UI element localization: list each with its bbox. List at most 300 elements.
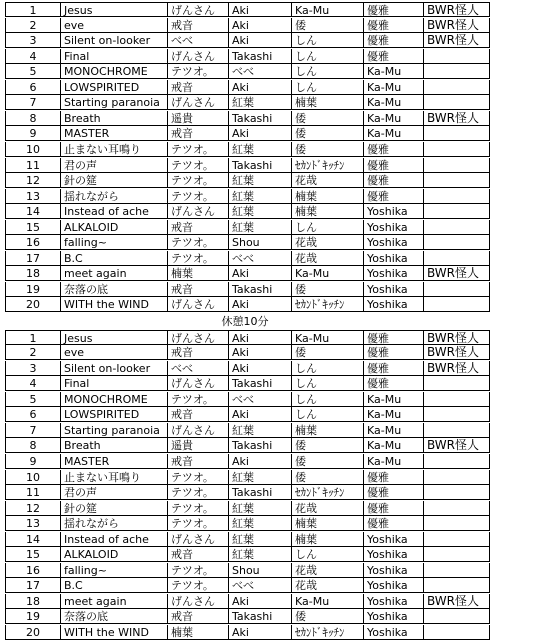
guitar-member-cell: 紅葉: [229, 532, 292, 547]
vocal-member-cell: 戒音: [168, 407, 229, 422]
bass-member-cell: 倭: [292, 438, 364, 453]
song-number-cell: 10: [5, 142, 61, 157]
guitar-member-cell: 紅葉: [229, 142, 292, 157]
song-title-cell: 君の声: [61, 158, 168, 173]
drums-member-cell: Yoshika: [364, 266, 424, 281]
table-row: [0, 470, 490, 485]
drums-member-cell: 優雅: [364, 330, 424, 345]
guitar-member-cell: Takashi: [229, 438, 292, 453]
bass-member-cell: しん: [292, 220, 364, 235]
song-number-cell: 15: [5, 220, 61, 235]
bass-member-cell: しん: [292, 376, 364, 391]
vocal-member-cell: 遥貴: [168, 438, 229, 453]
extra-member-cell: [424, 470, 490, 485]
song-number-cell: 7: [5, 423, 61, 438]
vocal-member-cell: べべ: [168, 361, 229, 376]
drums-member-cell: 優雅: [364, 18, 424, 33]
extra-member-cell: [424, 501, 490, 516]
song-title-cell: Final: [61, 49, 168, 64]
drums-member-cell: 優雅: [364, 189, 424, 204]
vocal-member-cell: 戒音: [168, 18, 229, 33]
song-title-cell: 揺れながら: [61, 189, 168, 204]
bass-member-cell: 倭: [292, 282, 364, 297]
bass-member-cell: 花哉: [292, 578, 364, 593]
drums-member-cell: 優雅: [364, 485, 424, 500]
extra-member-cell: [424, 158, 490, 173]
vocal-member-cell: げんさん: [168, 204, 229, 219]
bass-member-cell: ｾｶﾝﾄﾞｷｯﾁﾝ: [292, 158, 364, 173]
table-row: [0, 251, 490, 266]
table-row: [0, 501, 490, 516]
song-number-cell: 11: [5, 485, 61, 500]
guitar-member-cell: Aki: [229, 594, 292, 609]
song-title-cell: Jesus: [61, 2, 168, 17]
drums-member-cell: Yoshika: [364, 204, 424, 219]
extra-member-cell: [424, 142, 490, 157]
extra-member-cell: [424, 392, 490, 407]
bass-member-cell: しん: [292, 407, 364, 422]
vocal-member-cell: テツオ。: [168, 158, 229, 173]
extra-member-cell: [424, 609, 490, 624]
vocal-member-cell: テツオ。: [168, 578, 229, 593]
guitar-member-cell: Shou: [229, 235, 292, 250]
table-row: [0, 423, 490, 438]
bass-member-cell: 倭: [292, 609, 364, 624]
song-number-cell: 3: [5, 33, 61, 48]
song-number-cell: 2: [5, 345, 61, 360]
bass-member-cell: 倭: [292, 126, 364, 141]
guitar-member-cell: 紅葉: [229, 516, 292, 531]
drums-member-cell: 優雅: [364, 173, 424, 188]
table-row: [0, 578, 490, 593]
drums-member-cell: Yoshika: [364, 563, 424, 578]
guitar-member-cell: べべ: [229, 251, 292, 266]
guitar-member-cell: Aki: [229, 345, 292, 360]
guitar-member-cell: 紅葉: [229, 547, 292, 562]
vocal-member-cell: げんさん: [168, 594, 229, 609]
vocal-member-cell: 戒音: [168, 80, 229, 95]
guitar-member-cell: Aki: [229, 18, 292, 33]
table-row: [0, 361, 490, 376]
guitar-member-cell: Takashi: [229, 282, 292, 297]
guitar-member-cell: Aki: [229, 2, 292, 17]
song-number-cell: 5: [5, 64, 61, 79]
drums-member-cell: 優雅: [364, 49, 424, 64]
vocal-member-cell: テツオ。: [168, 563, 229, 578]
drums-member-cell: Ka-Mu: [364, 392, 424, 407]
drums-member-cell: 優雅: [364, 501, 424, 516]
drums-member-cell: 優雅: [364, 361, 424, 376]
song-title-cell: MASTER: [61, 454, 168, 469]
extra-member-cell: [424, 454, 490, 469]
drums-member-cell: 優雅: [364, 33, 424, 48]
song-title-cell: LOWSPIRITED: [61, 80, 168, 95]
vocal-member-cell: テツオ。: [168, 485, 229, 500]
song-title-cell: eve: [61, 18, 168, 33]
vocal-member-cell: テツオ。: [168, 64, 229, 79]
song-number-cell: 19: [5, 282, 61, 297]
table-row: [0, 2, 490, 17]
vocal-member-cell: テツオ。: [168, 235, 229, 250]
bass-member-cell: 花哉: [292, 501, 364, 516]
extra-member-cell: BWR怪人: [424, 361, 490, 376]
song-title-cell: Starting paranoia: [61, 95, 168, 110]
drums-member-cell: 優雅: [364, 2, 424, 17]
song-title-cell: Instead of ache: [61, 204, 168, 219]
song-number-cell: 6: [5, 407, 61, 422]
song-title-cell: B.C: [61, 578, 168, 593]
drums-member-cell: Yoshika: [364, 297, 424, 312]
song-title-cell: Silent on-looker: [61, 33, 168, 48]
guitar-member-cell: Aki: [229, 297, 292, 312]
table-row: [0, 189, 490, 204]
bass-member-cell: 花哉: [292, 235, 364, 250]
vocal-member-cell: げんさん: [168, 297, 229, 312]
table-row: [0, 158, 490, 173]
song-number-cell: 18: [5, 594, 61, 609]
song-title-cell: MONOCHROME: [61, 64, 168, 79]
song-number-cell: 15: [5, 547, 61, 562]
vocal-member-cell: 遥貴: [168, 111, 229, 126]
song-number-cell: 14: [5, 204, 61, 219]
extra-member-cell: [424, 204, 490, 219]
drums-member-cell: 優雅: [364, 142, 424, 157]
extra-member-cell: BWR怪人: [424, 266, 490, 281]
song-title-cell: LOWSPIRITED: [61, 407, 168, 422]
drums-member-cell: 優雅: [364, 345, 424, 360]
guitar-member-cell: 紅葉: [229, 189, 292, 204]
song-title-cell: Jesus: [61, 330, 168, 345]
extra-member-cell: [424, 563, 490, 578]
extra-member-cell: [424, 80, 490, 95]
drums-member-cell: Ka-Mu: [364, 438, 424, 453]
table-row: [0, 625, 490, 640]
bass-member-cell: 倭: [292, 454, 364, 469]
song-title-cell: MONOCHROME: [61, 392, 168, 407]
bass-member-cell: しん: [292, 392, 364, 407]
bass-member-cell: 楠葉: [292, 516, 364, 531]
drums-member-cell: Ka-Mu: [364, 64, 424, 79]
bass-member-cell: Ka-Mu: [292, 266, 364, 281]
song-number-cell: 6: [5, 80, 61, 95]
bass-member-cell: Ka-Mu: [292, 330, 364, 345]
song-title-cell: WITH the WIND: [61, 297, 168, 312]
song-number-cell: 2: [5, 18, 61, 33]
song-number-cell: 4: [5, 49, 61, 64]
bass-member-cell: しん: [292, 33, 364, 48]
table-row: [0, 64, 490, 79]
song-number-cell: 9: [5, 126, 61, 141]
bass-member-cell: しん: [292, 547, 364, 562]
guitar-member-cell: 紅葉: [229, 423, 292, 438]
guitar-member-cell: Aki: [229, 80, 292, 95]
bass-member-cell: ｾｶﾝﾄﾞｷｯﾁﾝ: [292, 625, 364, 640]
drums-member-cell: Ka-Mu: [364, 407, 424, 422]
vocal-member-cell: げんさん: [168, 330, 229, 345]
table-row: [0, 142, 490, 157]
extra-member-cell: BWR怪人: [424, 2, 490, 17]
extra-member-cell: [424, 64, 490, 79]
extra-member-cell: [424, 297, 490, 312]
extra-member-cell: [424, 485, 490, 500]
vocal-member-cell: げんさん: [168, 49, 229, 64]
table-row: [0, 173, 490, 188]
guitar-member-cell: Aki: [229, 625, 292, 640]
drums-member-cell: Ka-Mu: [364, 111, 424, 126]
table-row: [0, 220, 490, 235]
table-row: [0, 516, 490, 531]
song-title-cell: Breath: [61, 111, 168, 126]
vocal-member-cell: げんさん: [168, 95, 229, 110]
song-number-cell: 4: [5, 376, 61, 391]
guitar-member-cell: Shou: [229, 563, 292, 578]
extra-member-cell: BWR怪人: [424, 33, 490, 48]
song-number-cell: 17: [5, 578, 61, 593]
bass-member-cell: 倭: [292, 111, 364, 126]
table-row: [0, 266, 490, 281]
song-number-cell: 12: [5, 173, 61, 188]
extra-member-cell: [424, 407, 490, 422]
drums-member-cell: Yoshika: [364, 625, 424, 640]
song-number-cell: 11: [5, 158, 61, 173]
extra-member-cell: [424, 376, 490, 391]
song-number-cell: 20: [5, 297, 61, 312]
extra-member-cell: [424, 189, 490, 204]
extra-member-cell: [424, 547, 490, 562]
song-number-cell: 1: [5, 330, 61, 345]
bass-member-cell: ｾｶﾝﾄﾞｷｯﾁﾝ: [292, 297, 364, 312]
drums-member-cell: Yoshika: [364, 609, 424, 624]
vocal-member-cell: 戒音: [168, 454, 229, 469]
drums-member-cell: Ka-Mu: [364, 454, 424, 469]
vocal-member-cell: テツオ。: [168, 470, 229, 485]
guitar-member-cell: 紅葉: [229, 220, 292, 235]
bass-member-cell: 楠葉: [292, 204, 364, 219]
guitar-member-cell: Aki: [229, 454, 292, 469]
song-number-cell: 13: [5, 189, 61, 204]
song-number-cell: 8: [5, 438, 61, 453]
drums-member-cell: Yoshika: [364, 532, 424, 547]
song-title-cell: WITH the WIND: [61, 625, 168, 640]
vocal-member-cell: 戒音: [168, 126, 229, 141]
song-title-cell: eve: [61, 345, 168, 360]
extra-member-cell: BWR怪人: [424, 345, 490, 360]
song-title-cell: 奈落の底: [61, 609, 168, 624]
guitar-member-cell: 紅葉: [229, 204, 292, 219]
drums-member-cell: 優雅: [364, 158, 424, 173]
song-title-cell: 奈落の底: [61, 282, 168, 297]
guitar-member-cell: Aki: [229, 126, 292, 141]
vocal-member-cell: テツオ。: [168, 392, 229, 407]
drums-member-cell: Yoshika: [364, 235, 424, 250]
extra-member-cell: BWR怪人: [424, 594, 490, 609]
song-title-cell: meet again: [61, 594, 168, 609]
song-number-cell: 20: [5, 625, 61, 640]
song-number-cell: 13: [5, 516, 61, 531]
extra-member-cell: BWR怪人: [424, 438, 490, 453]
bass-member-cell: 楠葉: [292, 189, 364, 204]
extra-member-cell: [424, 251, 490, 266]
guitar-member-cell: Takashi: [229, 111, 292, 126]
extra-member-cell: [424, 49, 490, 64]
song-number-cell: 12: [5, 501, 61, 516]
song-title-cell: ALKALOID: [61, 220, 168, 235]
guitar-member-cell: 紅葉: [229, 173, 292, 188]
extra-member-cell: [424, 578, 490, 593]
table-row: [0, 282, 490, 297]
song-title-cell: MASTER: [61, 126, 168, 141]
song-number-cell: 5: [5, 392, 61, 407]
guitar-member-cell: Aki: [229, 361, 292, 376]
extra-member-cell: BWR怪人: [424, 18, 490, 33]
drums-member-cell: 優雅: [364, 376, 424, 391]
bass-member-cell: 楠葉: [292, 532, 364, 547]
song-title-cell: 止まない耳鳴り: [61, 142, 168, 157]
extra-member-cell: [424, 173, 490, 188]
vocal-member-cell: げんさん: [168, 376, 229, 391]
song-title-cell: falling~: [61, 563, 168, 578]
extra-member-cell: [424, 532, 490, 547]
song-title-cell: meet again: [61, 266, 168, 281]
table-row: [0, 563, 490, 578]
vocal-member-cell: テツオ。: [168, 189, 229, 204]
song-title-cell: falling~: [61, 235, 168, 250]
guitar-member-cell: 紅葉: [229, 95, 292, 110]
bass-member-cell: ｾｶﾝﾄﾞｷｯﾁﾝ: [292, 485, 364, 500]
drums-member-cell: Ka-Mu: [364, 423, 424, 438]
bass-member-cell: 花哉: [292, 251, 364, 266]
table-row: [0, 345, 490, 360]
drums-member-cell: Ka-Mu: [364, 126, 424, 141]
song-title-cell: Final: [61, 376, 168, 391]
song-title-cell: Silent on-looker: [61, 361, 168, 376]
song-title-cell: Instead of ache: [61, 532, 168, 547]
bass-member-cell: 花哉: [292, 173, 364, 188]
song-title-cell: Starting paranoia: [61, 423, 168, 438]
break-label: 休憩10分: [221, 315, 269, 328]
drums-member-cell: 優雅: [364, 516, 424, 531]
guitar-member-cell: Takashi: [229, 609, 292, 624]
extra-member-cell: [424, 220, 490, 235]
bass-member-cell: 倭: [292, 142, 364, 157]
extra-member-cell: [424, 235, 490, 250]
song-number-cell: 7: [5, 95, 61, 110]
guitar-member-cell: Aki: [229, 330, 292, 345]
vocal-member-cell: テツオ。: [168, 251, 229, 266]
guitar-member-cell: 紅葉: [229, 470, 292, 485]
table-row: [0, 95, 490, 110]
drums-member-cell: Yoshika: [364, 594, 424, 609]
song-title-cell: 止まない耳鳴り: [61, 470, 168, 485]
drums-member-cell: Yoshika: [364, 547, 424, 562]
song-title-cell: 針の筵: [61, 173, 168, 188]
extra-member-cell: BWR怪人: [424, 330, 490, 345]
extra-member-cell: [424, 516, 490, 531]
table-row: [0, 204, 490, 219]
drums-member-cell: Ka-Mu: [364, 80, 424, 95]
song-title-cell: B.C: [61, 251, 168, 266]
song-number-cell: 10: [5, 470, 61, 485]
table-row: [0, 609, 490, 624]
song-number-cell: 17: [5, 251, 61, 266]
bass-member-cell: しん: [292, 361, 364, 376]
guitar-member-cell: Aki: [229, 33, 292, 48]
table-row: [0, 547, 490, 562]
table-row: [0, 454, 490, 469]
table-row: [0, 330, 490, 345]
vocal-member-cell: べべ: [168, 33, 229, 48]
table-row: [0, 392, 490, 407]
extra-member-cell: [424, 126, 490, 141]
vocal-member-cell: テツオ。: [168, 501, 229, 516]
guitar-member-cell: Takashi: [229, 49, 292, 64]
song-title-cell: 揺れながら: [61, 516, 168, 531]
guitar-member-cell: Takashi: [229, 376, 292, 391]
guitar-member-cell: Takashi: [229, 158, 292, 173]
song-number-cell: 19: [5, 609, 61, 624]
bass-member-cell: しん: [292, 49, 364, 64]
extra-member-cell: [424, 423, 490, 438]
table-row: [0, 235, 490, 250]
table-row: [0, 407, 490, 422]
song-number-cell: 14: [5, 532, 61, 547]
table-row: [0, 297, 490, 312]
song-title-cell: 君の声: [61, 485, 168, 500]
bass-member-cell: Ka-Mu: [292, 594, 364, 609]
guitar-member-cell: Aki: [229, 407, 292, 422]
guitar-member-cell: べべ: [229, 392, 292, 407]
table-row: [0, 532, 490, 547]
vocal-member-cell: 戒音: [168, 609, 229, 624]
song-number-cell: 9: [5, 454, 61, 469]
drums-member-cell: Yoshika: [364, 282, 424, 297]
table-row: [0, 18, 490, 33]
song-title-cell: 針の筵: [61, 501, 168, 516]
vocal-member-cell: 戒音: [168, 547, 229, 562]
extra-member-cell: [424, 625, 490, 640]
vocal-member-cell: げんさん: [168, 532, 229, 547]
song-number-cell: 3: [5, 361, 61, 376]
vocal-member-cell: 楠葉: [168, 266, 229, 281]
table-row: [0, 33, 490, 48]
drums-member-cell: Ka-Mu: [364, 95, 424, 110]
vocal-member-cell: 楠葉: [168, 625, 229, 640]
bass-member-cell: しん: [292, 80, 364, 95]
guitar-member-cell: べべ: [229, 64, 292, 79]
vocal-member-cell: 戒音: [168, 345, 229, 360]
song-number-cell: 16: [5, 235, 61, 250]
drums-member-cell: Yoshika: [364, 220, 424, 235]
song-title-cell: Breath: [61, 438, 168, 453]
guitar-member-cell: べべ: [229, 578, 292, 593]
bass-member-cell: 楠葉: [292, 95, 364, 110]
vocal-member-cell: 戒音: [168, 282, 229, 297]
song-number-cell: 8: [5, 111, 61, 126]
vocal-member-cell: テツオ。: [168, 173, 229, 188]
guitar-member-cell: Aki: [229, 266, 292, 281]
song-number-cell: 1: [5, 2, 61, 17]
bass-member-cell: 楠葉: [292, 423, 364, 438]
vocal-member-cell: げんさん: [168, 2, 229, 17]
table-row: [0, 111, 490, 126]
bass-member-cell: 花哉: [292, 563, 364, 578]
extra-member-cell: [424, 95, 490, 110]
drums-member-cell: Yoshika: [364, 251, 424, 266]
bass-member-cell: しん: [292, 64, 364, 79]
drums-member-cell: 優雅: [364, 470, 424, 485]
bass-member-cell: 倭: [292, 18, 364, 33]
table-row: [0, 594, 490, 609]
